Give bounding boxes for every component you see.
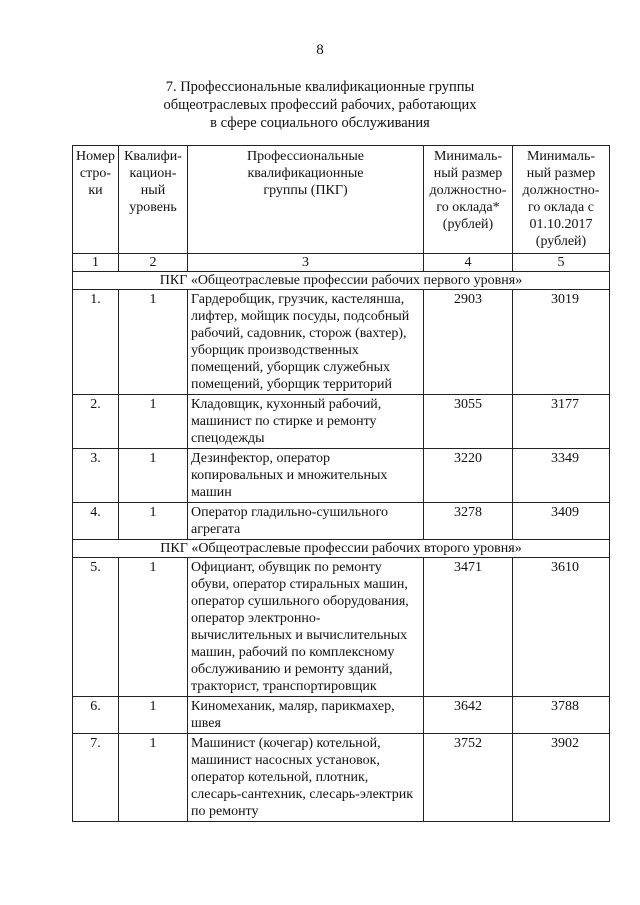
heading-line-1: 7. Профессиональные квалификационные группы [165,79,475,95]
header-min-salary: Минималь- ный размер должностно- го оклада* (рублей) [424,146,513,254]
min-salary-2017: 3610 [513,558,610,697]
min-salary-2017: 3349 [513,449,610,503]
qualification-level: 1 [119,503,188,540]
table-row [73,697,610,734]
header-professional-groups: Профессиональные квалификационные группы (ПКГ) [188,146,424,254]
table-header-row [73,146,610,254]
min-salary: 2903 [424,290,513,395]
min-salary: 3471 [424,558,513,697]
row-number: 4. [73,503,119,540]
professions: Машинист (кочегар) котельной, машинист насосных установок, оператор котельной, плотник, слесарь-сантехник, слесарь-электрик по ремонту [188,734,424,822]
row-number: 3. [73,449,119,503]
header-min-salary-2017: Минималь- ный размер должностно- го оклада с 01.10.2017 (рублей) [513,146,610,254]
group-title: ПКГ «Общеотраслевые профессии рабочих первого уровня» [73,272,610,290]
header-row-number: Номер стро- ки [73,146,119,254]
min-salary: 3752 [424,734,513,822]
qualification-level: 1 [119,558,188,697]
page-number: 8 [316,42,324,58]
professions: Кладовщик, кухонный рабочий, машинист по стирке и ремонту спецодежды [188,395,424,449]
section-heading [0,78,640,132]
min-salary: 3278 [424,503,513,540]
min-salary-2017: 3177 [513,395,610,449]
row-number: 7. [73,734,119,822]
qualification-level: 1 [119,395,188,449]
min-salary: 3642 [424,697,513,734]
row-number: 2. [73,395,119,449]
table-row [73,395,610,449]
professions: Киномеханик, маляр, парикмахер, швея [188,697,424,734]
professions: Официант, обувщик по ремонту обуви, оператор стиральных машин, оператор сушильного оборудования, оператор электронно-вычислительных и вычислительных машин, рабочий по комплексному обслуживанию и ремонту зданий, тракторист, транспортировщик [188,558,424,697]
column-index: 1 [73,254,119,272]
table-row [73,503,610,540]
qualification-level: 1 [119,697,188,734]
min-salary-2017: 3409 [513,503,610,540]
column-index-row [73,254,610,272]
row-number: 1. [73,290,119,395]
professions: Оператор гладильно-сушильного агрегата [188,503,424,540]
table-row [73,558,610,697]
qualification-level: 1 [119,734,188,822]
column-index: 3 [188,254,424,272]
heading-line-2: общеотраслевых профессий рабочих, работающих [163,97,477,113]
qualification-level: 1 [119,290,188,395]
row-number: 5. [73,558,119,697]
professions: Гардеробщик, грузчик, кастелянша, лифтер, мойщик посуды, подсобный рабочий, садовник, сторож (вахтер), уборщик производственных помещений, уборщик служебных помещений, уборщик территорий [188,290,424,395]
table-row [73,290,610,395]
column-index: 2 [119,254,188,272]
header-qualification-level: Квалифи- кацион- ный уровень [119,146,188,254]
column-index: 4 [424,254,513,272]
group-heading-row [73,272,610,290]
min-salary: 3055 [424,395,513,449]
professions: Дезинфектор, оператор копировальных и множительных машин [188,449,424,503]
min-salary: 3220 [424,449,513,503]
min-salary-2017: 3019 [513,290,610,395]
qualification-level: 1 [119,449,188,503]
table-row [73,449,610,503]
group-title: ПКГ «Общеотраслевые профессии рабочих второго уровня» [73,540,610,558]
column-index: 5 [513,254,610,272]
heading-line-3: в сфере социального обслуживания [210,115,430,131]
salary-table [72,145,610,822]
table-row [73,734,610,822]
group-heading-row [73,540,610,558]
min-salary-2017: 3902 [513,734,610,822]
row-number: 6. [73,697,119,734]
min-salary-2017: 3788 [513,697,610,734]
